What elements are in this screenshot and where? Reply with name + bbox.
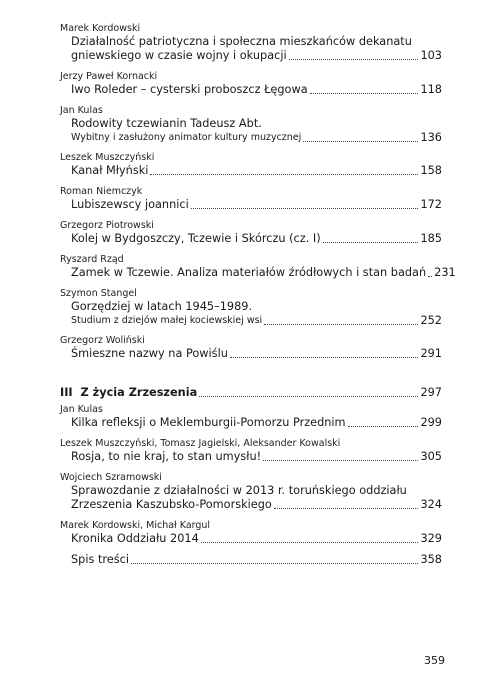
dot-leader xyxy=(428,276,432,277)
dot-leader xyxy=(264,324,418,325)
dot-leader xyxy=(348,426,419,427)
entry-title: Zamek w Tczewie. Analiza materiałów źródłowych i stan badań xyxy=(71,266,427,279)
entry-author: Grzegorz Woliński xyxy=(60,335,145,346)
entry-title-line xyxy=(71,198,442,212)
toc-entry xyxy=(60,287,442,334)
entry-page-number: 252 xyxy=(420,314,442,327)
entry-author: Marek Kordowski, Michał Kargul xyxy=(60,520,211,531)
entry-body xyxy=(71,450,442,464)
entry-title-line xyxy=(71,164,442,178)
entry-author: Ryszard Rząd xyxy=(60,254,124,265)
entry-page-number: 185 xyxy=(420,232,442,245)
entry-title-line xyxy=(71,532,442,546)
toc-entry xyxy=(60,553,442,567)
entry-author: Leszek Muszczyński xyxy=(60,152,155,163)
toc-entry xyxy=(60,151,442,185)
entry-body xyxy=(71,198,442,212)
toc-entry xyxy=(60,437,442,471)
entry-subtitle: Wybitny i zasłużony animator kultury muzycznej xyxy=(71,132,302,143)
entry-title-line xyxy=(71,266,456,280)
entry-body xyxy=(71,553,442,567)
toc-entry xyxy=(60,253,456,287)
entry-body xyxy=(71,416,442,430)
section-number: III xyxy=(60,386,73,399)
entry-page-number: 118 xyxy=(420,83,442,96)
dot-leader xyxy=(310,93,419,94)
entry-title-line xyxy=(71,498,442,512)
entry-page-number: 329 xyxy=(420,532,442,545)
entry-page-number: 291 xyxy=(420,347,442,360)
entry-title-line xyxy=(71,347,442,361)
dot-leader xyxy=(323,242,419,243)
entry-title: Kilka refleksji o Meklemburgii-Pomorzu Przednim xyxy=(71,416,346,429)
section-gap xyxy=(60,361,442,385)
entry-title-line xyxy=(71,49,442,63)
section-heading xyxy=(60,385,442,400)
entry-page-number: 299 xyxy=(420,416,442,429)
entry-title: Śmieszne nazwy na Powiślu xyxy=(71,347,228,360)
section-page-number: 297 xyxy=(420,386,442,399)
dot-leader xyxy=(289,59,419,60)
entry-title: Rodowity tczewianin Tadeusz Abt. xyxy=(71,117,262,130)
entry-author: Wojciech Szramowski xyxy=(60,472,162,483)
entry-title: Sprawozdanie z działalności w 2013 r. toruńskiego oddziału xyxy=(71,484,407,497)
dot-leader xyxy=(274,508,419,509)
entry-body xyxy=(71,232,442,246)
dot-leader xyxy=(191,208,419,209)
dot-leader xyxy=(199,396,418,397)
entry-page-number: 136 xyxy=(420,131,442,144)
entry-title-line xyxy=(71,484,442,498)
entry-body xyxy=(71,35,442,63)
entry-author: Jan Kulas xyxy=(60,404,103,415)
toc-entry xyxy=(60,22,442,70)
entry-title: Iwo Roleder – cysterski proboszcz Łęgowa xyxy=(71,83,308,96)
entry-title: Zrzeszenia Kaszubsko-Pomorskiego xyxy=(71,498,272,511)
entry-author: Grzegorz Piotrowski xyxy=(60,220,154,231)
toc-entries xyxy=(60,22,456,361)
toc-entry xyxy=(60,403,442,437)
toc-entry xyxy=(60,334,442,361)
dot-leader xyxy=(131,563,418,564)
entry-body xyxy=(71,300,442,327)
entry-title-line xyxy=(71,553,442,567)
entry-title-line xyxy=(71,450,442,464)
entry-title-line xyxy=(71,300,442,314)
dot-leader xyxy=(303,141,418,142)
entry-title-line xyxy=(71,232,442,246)
toc-entry xyxy=(60,185,442,219)
entry-author: Roman Niemczyk xyxy=(60,186,143,197)
entry-title-line xyxy=(71,117,442,131)
entry-page-number: 358 xyxy=(420,553,442,566)
entry-page-number: 324 xyxy=(420,498,442,511)
entry-subtitle: Studium z dziejów małej kociewskiej wsi xyxy=(71,315,263,326)
entry-title-line xyxy=(71,35,442,49)
entry-body xyxy=(71,484,442,512)
entry-title-line xyxy=(71,83,442,97)
entry-title-line xyxy=(71,416,442,430)
dot-leader xyxy=(201,542,419,543)
entry-body xyxy=(71,347,442,361)
entry-body xyxy=(71,532,442,546)
entry-page-number: 103 xyxy=(420,49,442,62)
page-number-footer: 359 xyxy=(424,654,445,667)
entry-body xyxy=(71,83,442,97)
entry-subtitle-line xyxy=(71,314,442,327)
entry-author: Szymon Stangel xyxy=(60,288,137,299)
section-title: Z życia Zrzeszenia xyxy=(80,386,198,399)
dot-leader xyxy=(150,174,418,175)
section-entries xyxy=(60,403,442,567)
entry-page-number: 305 xyxy=(420,450,442,463)
entry-title: Kronika Oddziału 2014 xyxy=(71,532,199,545)
entry-title: Kolej w Bydgoszczy, Tczewie i Skórczu (cz. I) xyxy=(71,232,321,245)
entry-author: Marek Kordowski xyxy=(60,23,141,34)
entry-body xyxy=(71,164,442,178)
toc-entry xyxy=(60,519,442,553)
toc-entry xyxy=(60,70,442,104)
dot-leader xyxy=(230,357,419,358)
toc-entry xyxy=(60,104,442,151)
entry-title: Spis treści xyxy=(71,553,129,566)
entry-author: Leszek Muszczyński, Tomasz Jagielski, Aleksander Kowalski xyxy=(60,438,341,449)
dot-leader xyxy=(263,460,418,461)
entry-title: gniewskiego w czasie wojny i okupacji xyxy=(71,49,287,62)
entry-author: Jan Kulas xyxy=(60,105,103,116)
entry-body xyxy=(71,117,442,144)
entry-author: Jerzy Paweł Kornacki xyxy=(60,71,158,82)
entry-title: Lubiszewscy joannici xyxy=(71,198,189,211)
entry-title: Kanał Młyński xyxy=(71,164,149,177)
entry-page-number: 231 xyxy=(434,266,456,279)
entry-title: Działalność patriotyczna i społeczna mieszkańców dekanatu xyxy=(71,35,412,48)
entry-page-number: 158 xyxy=(420,164,442,177)
entry-subtitle-line xyxy=(71,131,442,144)
entry-title: Gorzędziej w latach 1945–1989. xyxy=(71,300,253,313)
entry-title: Rosja, to nie kraj, to stan umysłu! xyxy=(71,450,262,463)
entry-body xyxy=(71,266,456,280)
toc-entry xyxy=(60,219,442,253)
toc-entry xyxy=(60,471,442,519)
table-of-contents xyxy=(60,22,456,567)
entry-page-number: 172 xyxy=(420,198,442,211)
